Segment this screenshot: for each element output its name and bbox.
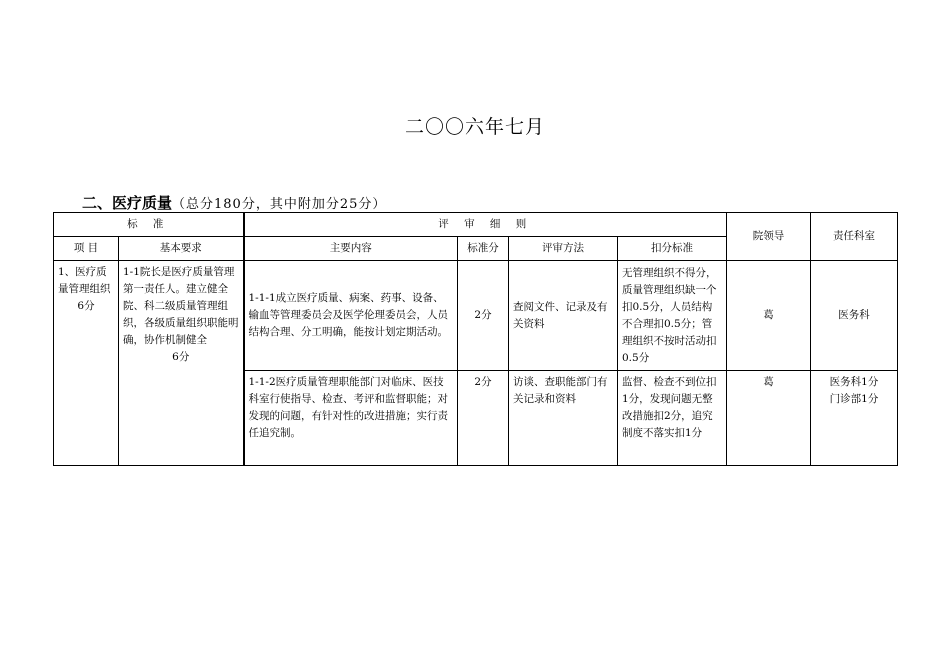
item-name: 1、医疗质量管理组织 bbox=[58, 266, 111, 295]
document-date-title: 二〇〇六年七月 bbox=[404, 116, 545, 138]
department-cell bbox=[811, 371, 898, 466]
header-leader: 院领导 bbox=[727, 213, 811, 261]
item-cell bbox=[54, 261, 119, 466]
item-score: 6分 bbox=[77, 300, 95, 312]
department-cell: 医务科 bbox=[811, 261, 898, 371]
leader-cell: 葛 bbox=[727, 371, 811, 466]
requirement-score: 6分 bbox=[172, 351, 190, 363]
header-department: 责任科室 bbox=[811, 213, 898, 261]
standard-score-cell: 2分 bbox=[458, 371, 509, 466]
deduction-standard-cell: 监督、检查不到位扣1分，发现问题无整改措施扣2分，追究制度不落实扣1分 bbox=[618, 371, 727, 466]
section-subtitle: （总分180分，其中附加分25分） bbox=[172, 197, 387, 212]
section-title: 二、医疗质量 bbox=[82, 194, 173, 212]
header-review-method: 评审方法 bbox=[509, 237, 618, 261]
standard-score-cell: 2分 bbox=[458, 261, 509, 371]
header-standard-group: 标 准 bbox=[54, 213, 244, 237]
department-line: 门诊部1分 bbox=[829, 393, 879, 405]
header-item: 项 目 bbox=[54, 237, 119, 261]
requirement-cell bbox=[119, 261, 244, 466]
main-content-cell: 1-1-2医疗质量管理职能部门对临床、医技科室行使指导、检查、考评和监督职能；对发现的问题，有针对性的改进措施；实行责任追究制。 bbox=[244, 371, 458, 466]
header-basic-requirement: 基本要求 bbox=[119, 237, 244, 261]
leader-cell: 葛 bbox=[727, 261, 811, 371]
department-line: 医务科1分 bbox=[829, 376, 879, 388]
header-standard-score: 标准分 bbox=[458, 237, 509, 261]
review-method-cell: 访谈、查职能部门有关记录和资料 bbox=[509, 371, 618, 466]
table-row bbox=[54, 261, 898, 371]
section-heading bbox=[82, 192, 386, 213]
header-main-content: 主要内容 bbox=[244, 237, 458, 261]
header-row-group bbox=[54, 213, 898, 237]
main-content-cell: 1-1-1成立医疗质量、病案、药事、设备、输血等管理委员会及医学伦理委员会，人员结构合理、分工明确，能按计划定期活动。 bbox=[244, 261, 458, 371]
header-review-group: 评 审 细 则 bbox=[244, 213, 727, 237]
review-method-cell: 查阅文件、记录及有关资料 bbox=[509, 261, 618, 371]
requirement-text: 1-1院长是医疗质量管理第一责任人。建立健全院、科二级质量管理组织，各级质量组织职能明确，协作机制健全 bbox=[123, 266, 239, 346]
criteria-table bbox=[53, 212, 898, 466]
deduction-standard-cell: 无管理组织不得分，质量管理组织缺一个扣0.5分，人员结构不合理扣0.5分；管理组织不按时活动扣0.5分 bbox=[618, 261, 727, 371]
header-deduction-standard: 扣分标准 bbox=[618, 237, 727, 261]
